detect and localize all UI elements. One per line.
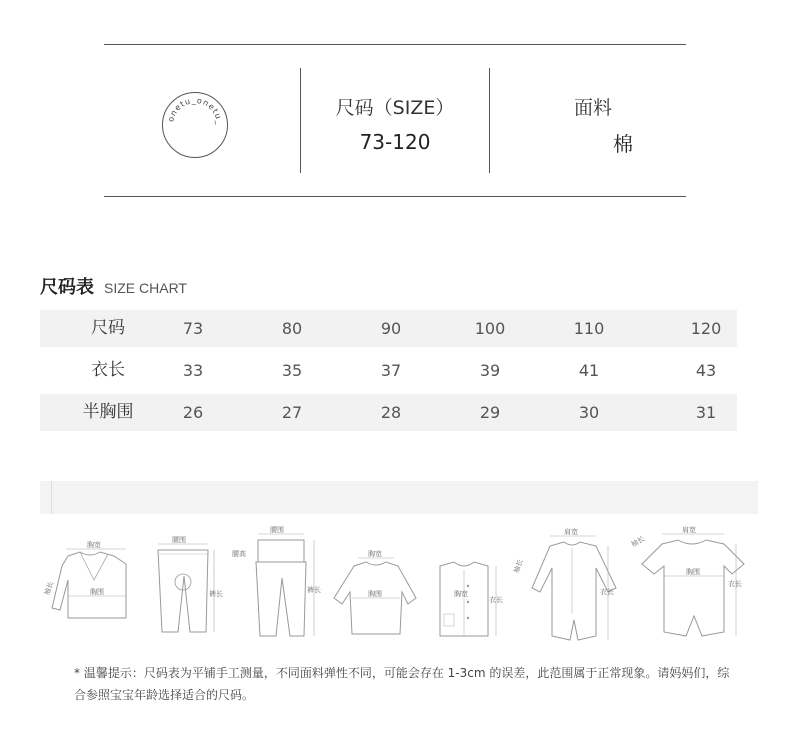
top-rule: [104, 44, 686, 45]
size-chart-cell: 110: [573, 319, 605, 338]
diagram-romper-short-length: 衣长: [728, 580, 742, 588]
size-chart-cell: 26: [182, 403, 204, 422]
size-chart-cell: 29: [479, 403, 501, 422]
logo-text: onetu_onetu_: [166, 95, 225, 126]
brand-logo: [162, 92, 228, 158]
diagram-highpants-waist: 腰围: [270, 526, 284, 534]
size-chart-cell: 28: [380, 403, 402, 422]
size-chart-table: [40, 310, 737, 436]
diagram-romper-short-sleeve: 袖长: [629, 534, 646, 549]
size-value: 73-120: [359, 130, 431, 154]
diagram-romper-short-chest: 肩宽: [682, 526, 696, 534]
diagram-highpants-rise: 腰高: [232, 550, 246, 558]
size-chart-row-label: 半胸围: [82, 402, 134, 422]
size-chart-cell: 73: [182, 319, 204, 338]
size-chart-row: [40, 394, 737, 431]
size-chart-row-label: 尺码: [91, 318, 125, 338]
diagram-vest-top-chest2: 胸围: [368, 590, 382, 598]
diagram-pants-inseam: 裤长: [209, 590, 223, 598]
size-chart-cell: 30: [578, 403, 600, 422]
size-chart-cell: 27: [281, 403, 303, 422]
diagram-vest-top-chest: 胸宽: [368, 550, 382, 558]
diagram-top-chest2: 胸围: [90, 588, 104, 596]
size-chart-row-label: 衣长: [91, 360, 125, 380]
diagram-pants-waist: 腰围: [172, 536, 186, 544]
size-chart-cell: 41: [578, 361, 600, 380]
bottom-rule: [104, 196, 686, 197]
diagram-romper-long-length: 衣长: [600, 588, 614, 596]
size-chart-title: [40, 273, 187, 299]
diagram-romper-long: [512, 528, 632, 652]
size-chart-cell: 120: [690, 319, 722, 338]
diagram-highpants: [230, 528, 320, 652]
diagram-vest-chest: 胸宽: [454, 590, 468, 598]
size-chart-title-en: SIZE CHART: [104, 280, 187, 296]
diagram-vest: [428, 556, 508, 650]
diagram-romper-long-chest: 肩宽: [564, 528, 578, 536]
size-chart-cell: 80: [281, 319, 303, 338]
diagram-top-chest: 胸宽: [87, 541, 101, 549]
size-chart-cell: 37: [380, 361, 402, 380]
diagram-top-sleeve: 袖长: [42, 580, 56, 597]
size-chart-cell: 100: [474, 319, 506, 338]
fabric-value: 棉: [613, 132, 633, 156]
diagram-header-band: [40, 481, 758, 514]
size-chart-cell: 90: [380, 319, 402, 338]
diagram-pants: [150, 536, 223, 654]
size-chart-row: [40, 310, 737, 347]
size-chart-cell: 35: [281, 361, 303, 380]
diagram-romper-short: [628, 524, 758, 648]
size-chart-cell: 33: [182, 361, 204, 380]
divider-left: [300, 68, 301, 173]
diagram-highpants-inseam: 裤长: [307, 586, 321, 594]
diagram-top: [44, 540, 134, 644]
diagram-vest-top: [328, 552, 423, 646]
diagram-romper-short-chest2: 胸围: [686, 568, 700, 576]
divider-right: [489, 68, 490, 173]
size-chart-cell: 43: [695, 361, 717, 380]
size-chart-cell: 39: [479, 361, 501, 380]
size-chart-row: [40, 352, 737, 389]
size-chart-cell: 31: [695, 403, 717, 422]
size-label: 尺码（SIZE）: [335, 97, 455, 119]
diagram-vest-length: 衣长: [489, 596, 503, 604]
diagram-romper-long-sleeve: 袖长: [512, 558, 525, 575]
fabric-label: 面料: [573, 97, 612, 119]
size-chart-title-cn: 尺码表: [40, 277, 94, 298]
svg-text:onetu_onetu_: [166, 96, 224, 126]
measurement-note: * 温馨提示：尺码表为平铺手工测量，不同面料弹性不同，可能会存在 1-3cm 的误差，此范围属于正常现象。请妈妈们，综合参照宝宝年龄选择适合的尺码。: [74, 666, 730, 702]
